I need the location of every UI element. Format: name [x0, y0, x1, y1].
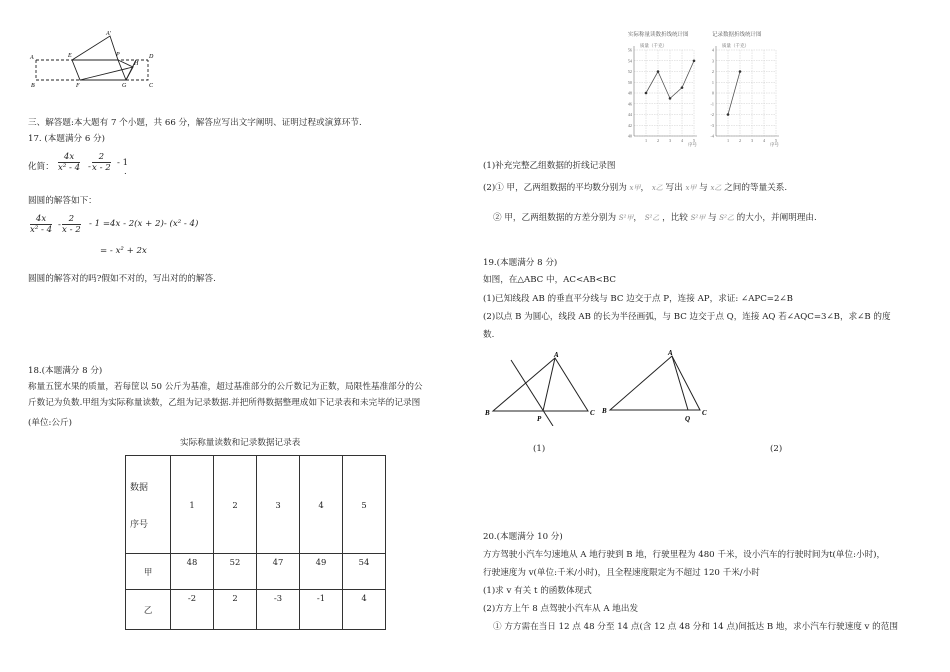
variance-symbol-yi: S²乙: [644, 214, 660, 222]
c1-data-point: [669, 97, 672, 100]
chart1-title: 实际称量读数折线统计图: [628, 32, 689, 38]
c2-ytick-label: 0: [711, 90, 714, 96]
section-3-heading: 三、解答题:本大题有 7 个小题，共 66 分，解答应写出文字阐明、证明过程或演算环节.: [28, 118, 362, 128]
c2-ytick-label: 1: [711, 79, 714, 85]
q19-figure-1: [483, 348, 603, 426]
table-cell: 49: [300, 554, 343, 590]
c1-ytick-label: 44: [627, 112, 632, 117]
row-label-yi: 乙: [126, 590, 171, 630]
q18-line-1: 称量五筐水果的质量，若每筐以 50 公斤为基准，超过基准部分的公斤数记为正数，局限性基准部分的公: [28, 382, 423, 392]
q20-line-2: 行驶速度为 v(单位:千米/小时)，且全程速度限定为不超过 120 千米/小时: [483, 568, 760, 578]
q17-solution-intro: 圆圆的解答如下：: [28, 196, 97, 206]
q17-sol-f1-denominator: x² - 4: [30, 225, 53, 235]
q19-line-4: 数.: [483, 330, 495, 340]
chart-recorded-data: [706, 28, 784, 150]
mean-symbol-jia: x甲: [629, 184, 641, 192]
c1-xtick-label: 5: [692, 138, 696, 143]
q19-heading: 19.(本题满分 8 分): [483, 258, 558, 268]
c1-data-point: [693, 59, 696, 62]
col-header-cell: 1: [171, 456, 214, 554]
q18-part-2b-text-1: ② 甲，乙两组数据的方差分别为: [493, 213, 617, 223]
chart1-ylabel: 质量（千克）: [640, 43, 667, 48]
col-header-cell: 4: [300, 456, 343, 554]
table-cell: 54: [343, 554, 386, 590]
col-header-cell: 2: [214, 456, 257, 554]
col-header-cell: 3: [257, 456, 300, 554]
row-header-index: 序号: [130, 518, 149, 529]
mean-symbol-yi: x乙: [651, 184, 663, 192]
fig-label-C: C: [149, 83, 154, 88]
q18-part-2a-text-3: 之间的等量关系.: [724, 183, 788, 193]
fig-label-H: H: [134, 61, 139, 67]
q20-line-5: ① 方方需在当日 12 点 48 分至 14 点(含 12 点 48 分和 14 点)间抵达 B 地，求小汽车行驶速度 v 的范围: [493, 622, 898, 632]
c1-xtick-label: 3: [668, 138, 672, 143]
table-row: [126, 590, 386, 630]
q17-sol-f1-numerator: 4x: [30, 214, 52, 225]
q17-sol-fraction-2: [62, 214, 81, 235]
q17-sol-f2-numerator: 2: [62, 214, 81, 225]
q17-dot: .: [124, 167, 127, 177]
fig-label-E: E: [68, 53, 72, 59]
q17-fraction-1: [58, 152, 80, 173]
col-header-cell: 5: [343, 456, 386, 554]
c2-ytick-label: 2: [711, 69, 714, 74]
q18-part-2a-text-2: 写出: [665, 183, 683, 193]
fig-label-F: F: [76, 83, 80, 88]
c1-ytick-label: 40: [627, 133, 632, 139]
q17-sol-f2-denominator: x - 2: [62, 225, 81, 235]
q19-line-3: (2)以点 B 为圆心，线段 AB 的长为半径画弧，与 BC 边交于点 Q，连接 AQ 若∠AQC=3∠B，求∠B 的度: [483, 312, 891, 322]
q17-minus: -: [88, 162, 91, 172]
c1-ytick-label: 50: [627, 79, 632, 85]
chart2-title: 记录数据折线统计图: [712, 32, 762, 38]
c2-xtick-label: 2: [738, 138, 742, 143]
fig1-label-B: B: [485, 409, 490, 417]
table-cell: 47: [257, 554, 300, 590]
chart-actual-readings: [620, 28, 702, 150]
q18-part-2b-sep: ，: [633, 213, 642, 223]
c2-ytick-label: -4: [710, 133, 714, 139]
fig1-label-C: C: [590, 409, 595, 417]
q17-f2-numerator: 2: [92, 152, 111, 163]
row-header-cell: [126, 456, 171, 554]
fig-label-P: P: [116, 52, 120, 58]
q17-solution-rhs-1: - 1 =4x - 2(x + 2)- (x² - 4): [89, 219, 199, 229]
table-row: [126, 456, 386, 554]
q18-part-2a-and: 与: [699, 183, 708, 193]
c2-ytick-label: -1: [710, 101, 714, 107]
c1-data-point: [657, 70, 660, 73]
q20-line-4: (2)方方上午 8 点驾驶小汽车从 A 地出发: [483, 604, 639, 614]
chart2-xlabel: 序号: [770, 142, 779, 147]
c1-data-point: [645, 92, 648, 95]
q19-line-1: 如图，在△ABC 中，AC<AB<BC: [483, 275, 616, 285]
c2-ytick-label: -3: [710, 122, 714, 128]
c2-xtick-label: 3: [750, 138, 754, 143]
c2-ytick-label: -2: [710, 112, 714, 117]
q17-simplify-label: 化简：: [28, 162, 54, 172]
q20-line-3: (1)求 v 有关 t 的函数体现式: [483, 586, 592, 596]
row-label-jia: 甲: [126, 554, 171, 590]
c1-ytick-label: 54: [627, 58, 632, 64]
q17-f1-numerator: 4x: [58, 152, 80, 163]
q17-solution-rhs-2: = - x² + 2x: [100, 246, 147, 256]
table-cell: 52: [214, 554, 257, 590]
table-cell: 2: [214, 590, 257, 630]
c1-data-point: [681, 86, 684, 89]
fig2-label-A: A: [668, 349, 673, 357]
q17-question: 圆圆的解答对的吗?假如不对的，写出对的的解答.: [28, 274, 216, 284]
q18-part-2b-and: 与: [707, 213, 717, 223]
fig-label-B: B: [31, 83, 35, 88]
c2-xtick-label: 5: [774, 138, 778, 143]
q17-heading: 17. (本题满分 6 分): [28, 134, 106, 144]
c1-ytick-label: 52: [627, 69, 632, 74]
q17-sol-fraction-1: [30, 214, 52, 235]
c1-ytick-label: 42: [627, 122, 632, 128]
c1-ytick-label: 46: [627, 101, 632, 107]
c2-xtick-label: 1: [726, 138, 730, 143]
c2-data-point: [739, 70, 742, 73]
q20-heading: 20.(本题满分 10 分): [483, 532, 563, 542]
c1-xtick-label: 4: [680, 138, 684, 143]
c2-ytick-label: 3: [711, 58, 714, 64]
q19-line-2: (1)已知线段 AB 的垂直平分线与 BC 边交于点 P，连接 AP，求证: ∠APC=2∠B: [483, 294, 793, 304]
mean-symbol-jia-2: x甲: [685, 184, 697, 192]
table-cell: 48: [171, 554, 214, 590]
c2-xtick-label: 4: [762, 138, 766, 143]
fig2-caption: (2): [770, 444, 783, 454]
table-cell: -1: [300, 590, 343, 630]
q18-part-2a: [483, 183, 787, 194]
table-cell: -2: [171, 590, 214, 630]
record-table: [125, 455, 386, 630]
fig2-label-Q: Q: [685, 415, 691, 423]
c1-xtick-label: 1: [644, 138, 648, 143]
c2-data-point: [727, 113, 730, 116]
c1-ytick-label: 48: [627, 90, 632, 96]
table-cell: -3: [257, 590, 300, 630]
c1-xtick-label: 2: [656, 138, 660, 143]
variance-symbol-yi-2: S²乙: [719, 214, 734, 222]
chart1-xlabel: 序号: [688, 142, 697, 147]
fig1-label-P: P: [537, 415, 542, 423]
variance-symbol-jia-2: S²甲: [690, 214, 706, 222]
q17-f1-denominator: x² - 4: [58, 163, 81, 173]
fig-label-G: G: [122, 83, 127, 88]
mean-symbol-yi-2: x乙: [710, 184, 722, 192]
q17-f2-denominator: x - 2: [92, 163, 111, 173]
q18-part-2b: [493, 213, 817, 224]
q17-tail: - 1: [117, 158, 129, 168]
q18-part-2a-sep: ，: [640, 183, 650, 193]
q18-part-2b-text-3: 的大小，并阐明理由.: [736, 213, 817, 223]
chart2-ylabel: 质量（千克）: [722, 43, 749, 48]
fig-label-A: A: [30, 55, 34, 61]
fig-label-A-prime: A': [106, 31, 111, 37]
q17-sol-minus: -: [58, 220, 61, 230]
fig1-caption: (1): [533, 444, 546, 454]
row-header-data: 数据: [130, 481, 149, 492]
q18-line-3: (单位:公斤): [28, 418, 72, 428]
c2-ytick-label: 4: [711, 47, 714, 53]
q18-heading: 18.(本题满分 8 分): [28, 366, 103, 376]
fig2-label-C: C: [702, 409, 707, 417]
table-cell: 4: [343, 590, 386, 630]
q18-part-2b-text-2: ，比较: [662, 213, 688, 223]
table-row: [126, 554, 386, 590]
q19-figure-2: [600, 348, 715, 426]
q17-fraction-2: [92, 152, 111, 173]
rectangle-fold-figure: [28, 28, 163, 88]
fig2-label-B: B: [602, 407, 607, 415]
fig-label-D: D: [149, 54, 154, 60]
q18-table-title: 实际称量读数和记录数据记录表: [180, 438, 301, 448]
q18-part-2a-text-1: (2)① 甲，乙两组数据的平均数分别为: [483, 183, 627, 193]
q18-line-2: 斤数记为负数.甲组为实际称量读数，乙组为记录数据.并把所得数据整理成如下记录表和未完毕的记录图: [28, 398, 421, 408]
fig1-label-A: A: [554, 351, 559, 359]
c1-ytick-label: 56: [627, 47, 632, 53]
q20-line-1: 方方驾驶小汽车匀速地从 A 地行驶到 B 地，行驶里程为 480 千米，设小汽车的行驶时间为t(单位:小时)，: [483, 550, 886, 560]
variance-symbol-jia: S²甲: [618, 214, 634, 222]
q18-part-1: (1)补充完整乙组数据的折线记录图: [483, 161, 616, 171]
